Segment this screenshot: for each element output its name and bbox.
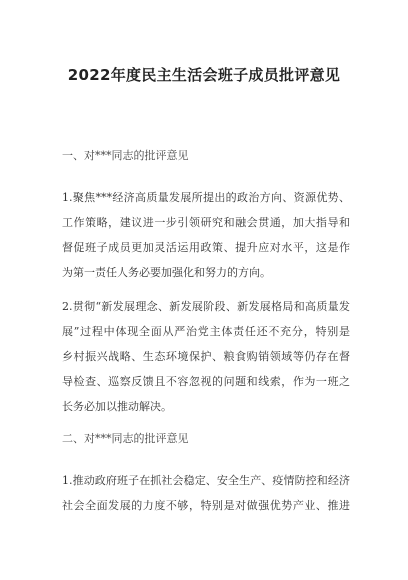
paragraph-line: 2.贯彻“新发展理念、新发展阶段、新发展格局和高质量发 <box>62 300 350 313</box>
paragraph-2-1 <box>62 474 350 524</box>
paragraph-line: 展”过程中体现全面从严治党主体责任还不充分，特别是 <box>62 325 350 338</box>
paragraph-line: 长务必加以推动解决。 <box>62 400 172 413</box>
paragraph-line: 工作策略，建议进一步引领研究和融会贯通，加大指导和 <box>62 216 350 229</box>
paragraph-line: 社会全面发展的力度不够，特别是对做强优势产业、推进 <box>62 499 350 512</box>
paragraph-line: 导检查、巡察反馈且不容忽视的问题和线索，作为一班之 <box>62 375 350 388</box>
paragraph-line: 乡村振兴战略、生态环境保护、粮食购销领域等仍存在督 <box>62 350 350 363</box>
section-heading-2: 二、对***同志的批评意见 <box>62 432 189 445</box>
paragraph-line: 1.聚焦***经济高质量发展所提出的政治方向、资源优势、 <box>62 191 350 204</box>
paragraph-line: 1.推动政府班子在抓社会稳定、安全生产、疫情防控和经济 <box>62 474 350 487</box>
document-title: 2022年度民主生活会班子成员批评意见 <box>67 66 341 84</box>
paragraph-line: 为第一责任人务必要加强化和努力的方向。 <box>62 266 271 279</box>
paragraph-1-2 <box>62 300 350 425</box>
paragraph-1-1 <box>62 191 350 291</box>
paragraph-line: 督促班子成员更加灵活运用政策、提升应对水平，这是作 <box>62 241 350 254</box>
section-heading-1: 一、对***同志的批评意见 <box>62 149 189 162</box>
